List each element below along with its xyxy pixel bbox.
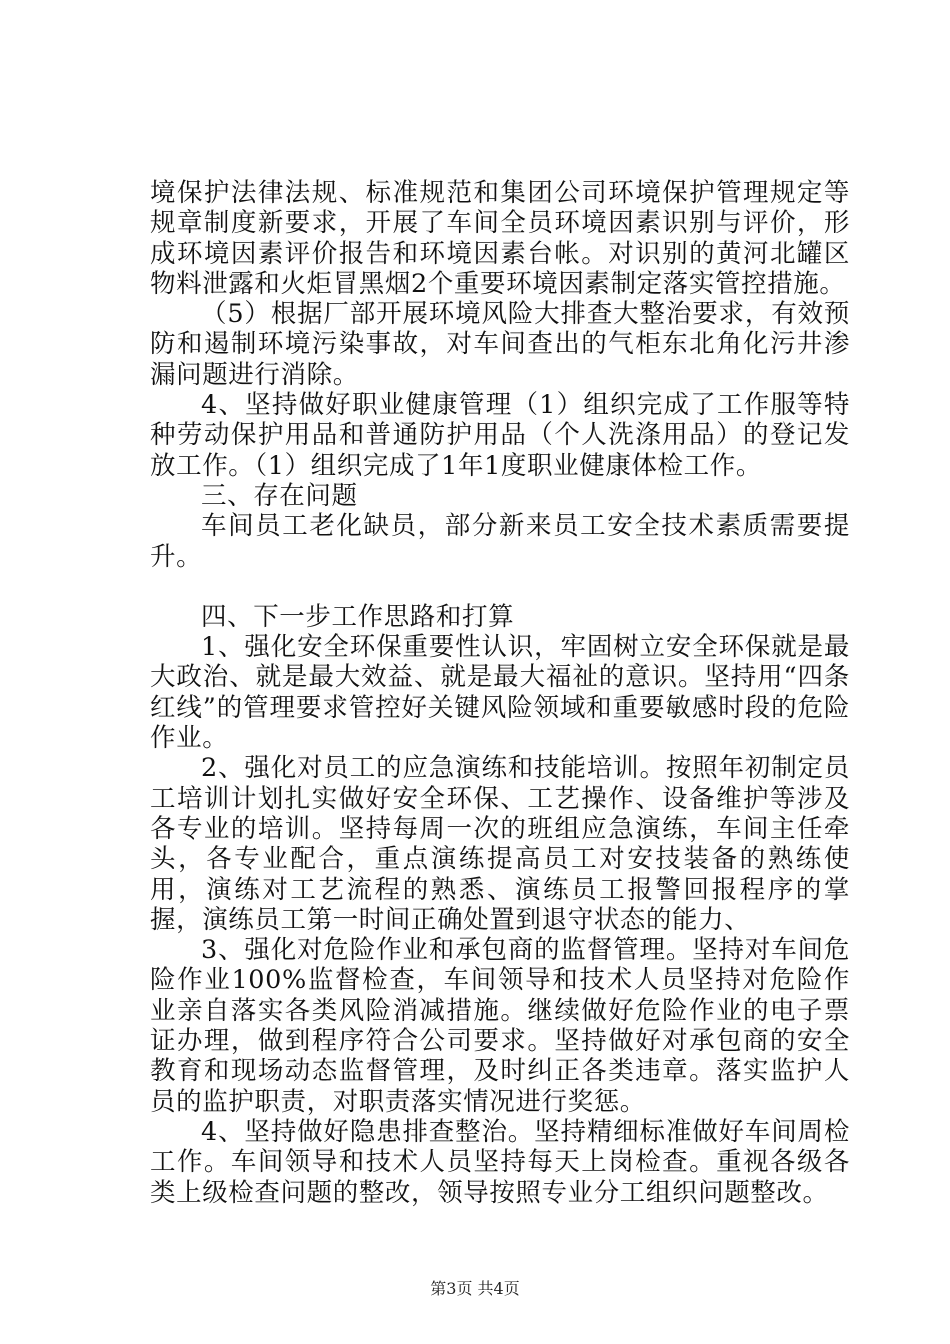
document-body — [150, 178, 850, 1208]
paragraph-env-factors: 境保护法律法规、标准规范和集团公司环境保护管理规定等规章制度新要求，开展了车间全员环境因素识别与评价，形成环境因素评价报告和环境因素台帐。对识别的黄河北罐区物料泄露和火炬冒黑烟2个重要环境因素制定落实管控措施。 — [150, 178, 850, 299]
paragraph-occupational-health: 4、坚持做好职业健康管理（1）组织完成了工作服等特种劳动保护用品和普通防护用品（个人洗涤用品）的登记发放工作。（1）组织完成了1年1度职业健康体检工作。 — [150, 390, 850, 481]
paragraph-next-step-4: 4、坚持做好隐患排查整治。坚持精细标准做好车间周检工作。车间领导和技术人员坚持每天上岗检查。重视各级各类上级检查问题的整改，领导按照专业分工组织问题整改。 — [150, 1116, 850, 1208]
section-heading-problems: 三、存在问题 — [201, 480, 358, 511]
page-number-footer: 第3页 共4页 — [430, 1279, 520, 1298]
section-heading-next-steps: 四、下一步工作思路和打算 — [201, 601, 515, 632]
paragraph-env-risk: （5）根据厂部开展环境风险大排查大整治要求，有效预防和遏制环境污染事故，对车间查出的气柜东北角化污井渗漏问题进行消除。 — [150, 299, 850, 390]
paragraph-next-step-1: 1、强化安全环保重要性认识，牢固树立安全环保就是最大政治、就是最大效益、就是最大福祉的意识。坚持用“四条红线”的管理要求管控好关键风险领域和重要敏感时段的危险作业。 — [150, 632, 850, 754]
paragraph-next-step-2: 2、强化对员工的应急演练和技能培训。按照年初制定员工培训计划扎实做好安全环保、工艺操作、设备维护等涉及各专业的培训。坚持每周一次的班组应急演练，车间主任牵头，各专业配合，重点演练提高员工对安技装备的熟练使用，演练对工艺流程的熟悉、演练员工报警回报程序的掌握，演练员工第一时间正确处置到退守状态的能力、 — [150, 753, 850, 935]
paragraph-gap — [150, 572, 850, 602]
paragraph-next-step-3: 3、强化对危险作业和承包商的监督管理。坚持对车间危险作业100%监督检查，车间领导和技术人员坚持对危险作业亲自落实各类风险消减措施。继续做好危险作业的电子票证办理，做到程序符合公司要求。坚持做好对承包商的安全教育和现场动态监督管理，及时纠正各类违章。落实监护人员的监护职责，对职责落实情况进行奖惩。 — [150, 935, 850, 1117]
paragraph-problems: 车间员工老化缺员，部分新来员工安全技术素质需要提升。 — [150, 511, 850, 572]
